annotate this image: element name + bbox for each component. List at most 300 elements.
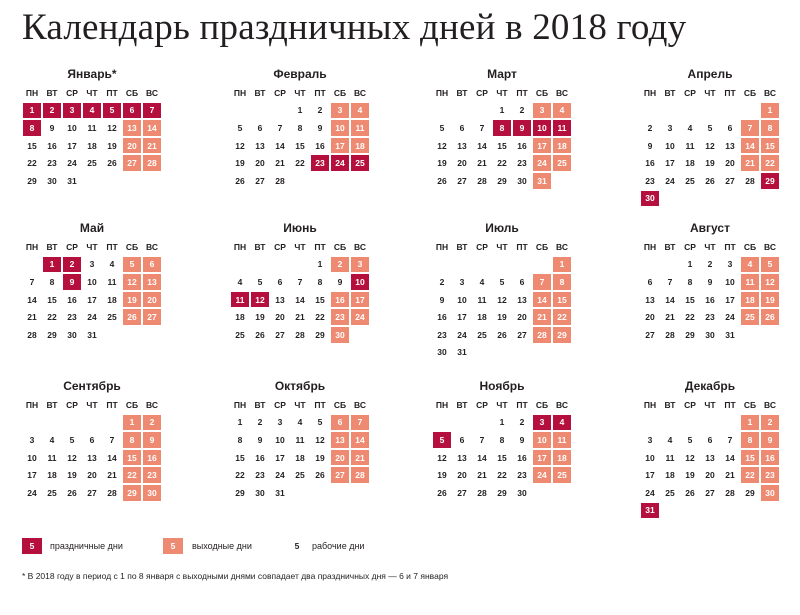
- day-cell: 27: [705, 487, 715, 498]
- off-day-cell: 8: [552, 273, 572, 291]
- day-cell: 20: [275, 312, 285, 323]
- weekday-header: ВС: [146, 241, 158, 252]
- day-cell: 17: [27, 470, 37, 481]
- day-cell: 14: [107, 452, 117, 463]
- holiday-day-cell: 31: [640, 502, 660, 520]
- day-cell: 30: [255, 487, 265, 498]
- month-name: Октябрь: [274, 379, 326, 393]
- empty-cell: [472, 102, 492, 120]
- holiday-day-cell: 1: [42, 256, 62, 274]
- day-cell: 21: [107, 470, 117, 481]
- weekday-header: СР: [274, 87, 286, 98]
- day-cell: 1: [317, 259, 323, 270]
- day-cell: 22: [235, 470, 245, 481]
- day-cell: 12: [107, 122, 117, 133]
- day-cell: 30: [437, 347, 447, 358]
- month-name: Сентябрь: [63, 379, 121, 393]
- weekday-header: ВТ: [664, 87, 676, 98]
- legend-holiday-swatch: 5: [22, 538, 42, 554]
- month-days-grid: [432, 238, 572, 361]
- day-cell: 8: [237, 434, 243, 445]
- holiday-day-cell: 5: [432, 431, 452, 449]
- day-cell: 20: [725, 158, 735, 169]
- legend-offday-swatch: 5: [163, 538, 183, 554]
- empty-cell: [720, 102, 740, 120]
- off-day-cell: 26: [760, 308, 780, 326]
- off-day-cell: 27: [142, 308, 162, 326]
- weekday-header: ПН: [25, 87, 39, 98]
- empty-cell: [720, 414, 740, 432]
- day-cell: 14: [295, 294, 305, 305]
- weekday-header: ПН: [435, 241, 449, 252]
- day-cell: 16: [705, 294, 715, 305]
- weekday-header: ВС: [764, 87, 776, 98]
- footnote: * В 2018 году в период с 1 по 8 января с выходными днями совпадает два праздничных дня — 6 и 7 января: [22, 571, 449, 581]
- off-day-cell: 28: [532, 326, 552, 344]
- day-cell: 4: [109, 259, 115, 270]
- day-cell: 24: [665, 175, 675, 186]
- day-cell: 1: [297, 105, 303, 116]
- empty-cell: [660, 256, 680, 274]
- off-day-cell: 8: [760, 119, 780, 137]
- day-cell: 15: [235, 452, 245, 463]
- off-day-cell: 18: [350, 137, 370, 155]
- day-cell: 6: [707, 434, 713, 445]
- empty-cell: [492, 256, 512, 274]
- legend-workday-label: рабочие дни: [312, 541, 365, 551]
- off-day-cell: 24: [350, 308, 370, 326]
- off-day-cell: 17: [330, 137, 350, 155]
- day-cell: 15: [685, 294, 695, 305]
- day-cell: 7: [297, 276, 303, 287]
- weekday-header: ВС: [354, 399, 366, 410]
- day-cell: 1: [237, 417, 243, 428]
- month-days-grid: [640, 238, 780, 344]
- day-cell: 19: [437, 158, 447, 169]
- day-cell: 31: [725, 329, 735, 340]
- day-cell: 26: [67, 487, 77, 498]
- weekday-header: ПТ: [106, 87, 118, 98]
- day-cell: 11: [47, 452, 57, 463]
- off-day-cell: 16: [330, 291, 350, 309]
- off-day-cell: 13: [142, 273, 162, 291]
- month-days-grid: [230, 84, 370, 190]
- day-cell: 24: [645, 487, 655, 498]
- empty-cell: [640, 102, 660, 120]
- off-day-cell: 4: [740, 256, 760, 274]
- day-cell: 22: [315, 312, 325, 323]
- day-cell: 25: [107, 312, 117, 323]
- off-day-cell: 9: [760, 431, 780, 449]
- day-cell: 19: [497, 312, 507, 323]
- day-cell: 17: [67, 140, 77, 151]
- day-cell: 19: [235, 158, 245, 169]
- day-cell: 18: [87, 140, 97, 151]
- off-day-cell: 28: [142, 154, 162, 172]
- month-name: Июль: [485, 221, 519, 235]
- day-cell: 7: [29, 276, 35, 287]
- day-cell: 13: [645, 294, 655, 305]
- off-day-cell: 9: [142, 431, 162, 449]
- day-cell: 18: [477, 312, 487, 323]
- holiday-day-cell: 12: [250, 291, 270, 309]
- day-cell: 20: [457, 158, 467, 169]
- off-day-cell: 16: [142, 449, 162, 467]
- off-day-cell: 14: [532, 291, 552, 309]
- day-cell: 13: [275, 294, 285, 305]
- weekday-header: ВС: [354, 87, 366, 98]
- off-day-cell: 15: [552, 291, 572, 309]
- holiday-day-cell: 1: [22, 102, 42, 120]
- day-cell: 5: [69, 434, 75, 445]
- day-cell: 29: [745, 487, 755, 498]
- holiday-day-cell: 25: [350, 154, 370, 172]
- off-day-cell: 16: [760, 449, 780, 467]
- off-day-cell: 24: [532, 154, 552, 172]
- day-cell: 25: [665, 487, 675, 498]
- day-cell: 27: [457, 487, 467, 498]
- day-cell: 3: [727, 259, 733, 270]
- holiday-day-cell: 29: [760, 172, 780, 190]
- holiday-day-cell: 10: [350, 273, 370, 291]
- weekday-header: ВС: [556, 87, 568, 98]
- weekday-header: ПТ: [314, 399, 326, 410]
- day-cell: 31: [275, 487, 285, 498]
- day-cell: 10: [27, 452, 37, 463]
- weekday-header: СБ: [125, 87, 139, 98]
- day-cell: 7: [667, 276, 673, 287]
- empty-cell: [640, 414, 660, 432]
- weekday-header: ПТ: [724, 87, 736, 98]
- holiday-day-cell: 9: [512, 119, 532, 137]
- day-cell: 21: [275, 158, 285, 169]
- day-cell: 23: [517, 470, 527, 481]
- day-cell: 1: [499, 417, 505, 428]
- day-cell: 11: [477, 294, 487, 305]
- holiday-day-cell: 8: [492, 119, 512, 137]
- day-cell: 20: [255, 158, 265, 169]
- day-cell: 25: [87, 158, 97, 169]
- day-cell: 6: [89, 434, 95, 445]
- day-cell: 5: [237, 122, 243, 133]
- weekday-header: ПН: [435, 399, 449, 410]
- day-cell: 12: [497, 294, 507, 305]
- month-days-grid: [230, 238, 370, 344]
- day-cell: 13: [725, 140, 735, 151]
- off-day-cell: 7: [532, 273, 552, 291]
- day-cell: 22: [47, 312, 57, 323]
- day-cell: 9: [337, 276, 343, 287]
- day-cell: 17: [725, 294, 735, 305]
- weekday-header: СБ: [743, 399, 757, 410]
- day-cell: 19: [705, 158, 715, 169]
- weekday-header: СБ: [743, 87, 757, 98]
- off-day-cell: 29: [552, 326, 572, 344]
- off-day-cell: 30: [760, 484, 780, 502]
- day-cell: 21: [725, 470, 735, 481]
- empty-cell: [42, 414, 62, 432]
- legend-offday-label: выходные дни: [192, 541, 252, 551]
- off-day-cell: 6: [330, 414, 350, 432]
- day-cell: 7: [277, 122, 283, 133]
- day-cell: 5: [499, 276, 505, 287]
- day-cell: 16: [315, 140, 325, 151]
- day-cell: 5: [687, 434, 693, 445]
- off-day-cell: 4: [350, 102, 370, 120]
- empty-cell: [512, 256, 532, 274]
- day-cell: 30: [47, 175, 57, 186]
- off-day-cell: 21: [532, 308, 552, 326]
- off-day-cell: 27: [330, 466, 350, 484]
- day-cell: 29: [235, 487, 245, 498]
- day-cell: 8: [687, 276, 693, 287]
- day-cell: 17: [645, 470, 655, 481]
- day-cell: 2: [257, 417, 263, 428]
- day-cell: 10: [67, 122, 77, 133]
- day-cell: 1: [499, 105, 505, 116]
- empty-cell: [472, 414, 492, 432]
- month-name: Август: [690, 221, 730, 235]
- off-day-cell: 17: [532, 137, 552, 155]
- off-day-cell: 28: [350, 466, 370, 484]
- day-cell: 9: [257, 434, 263, 445]
- day-cell: 18: [235, 312, 245, 323]
- day-cell: 20: [645, 312, 655, 323]
- day-cell: 27: [457, 175, 467, 186]
- day-cell: 29: [497, 487, 507, 498]
- day-cell: 6: [277, 276, 283, 287]
- off-day-cell: 7: [350, 414, 370, 432]
- day-cell: 19: [315, 452, 325, 463]
- day-cell: 8: [499, 434, 505, 445]
- day-cell: 22: [685, 312, 695, 323]
- holiday-day-cell: 11: [552, 119, 572, 137]
- empty-cell: [102, 414, 122, 432]
- empty-cell: [640, 256, 660, 274]
- day-cell: 20: [457, 470, 467, 481]
- day-cell: 21: [477, 158, 487, 169]
- day-cell: 30: [705, 329, 715, 340]
- month-name: Декабрь: [684, 379, 736, 393]
- day-cell: 11: [665, 452, 675, 463]
- holiday-day-cell: 4: [82, 102, 102, 120]
- weekday-header: СБ: [125, 399, 139, 410]
- day-cell: 21: [27, 312, 37, 323]
- day-cell: 18: [47, 470, 57, 481]
- day-cell: 10: [665, 140, 675, 151]
- day-cell: 23: [705, 312, 715, 323]
- month-days-grid: [230, 396, 370, 502]
- day-cell: 18: [665, 470, 675, 481]
- weekday-header: СР: [66, 87, 78, 98]
- weekday-header: СБ: [125, 241, 139, 252]
- day-cell: 26: [315, 470, 325, 481]
- holiday-day-cell: 6: [122, 102, 142, 120]
- day-cell: 4: [479, 276, 485, 287]
- empty-cell: [432, 102, 452, 120]
- day-cell: 23: [255, 470, 265, 481]
- weekday-header: ПН: [25, 399, 39, 410]
- day-cell: 14: [477, 452, 487, 463]
- day-cell: 9: [707, 276, 713, 287]
- off-day-cell: 14: [350, 431, 370, 449]
- day-cell: 28: [107, 487, 117, 498]
- off-day-cell: 29: [122, 484, 142, 502]
- weekday-header: ВТ: [254, 241, 266, 252]
- empty-cell: [660, 102, 680, 120]
- empty-cell: [472, 256, 492, 274]
- day-cell: 31: [87, 329, 97, 340]
- day-cell: 10: [725, 276, 735, 287]
- day-cell: 22: [27, 158, 37, 169]
- day-cell: 31: [457, 347, 467, 358]
- day-cell: 13: [87, 452, 97, 463]
- weekday-header: ЧТ: [294, 87, 306, 98]
- day-cell: 30: [517, 487, 527, 498]
- off-day-cell: 15: [122, 449, 142, 467]
- holiday-day-cell: 23: [310, 154, 330, 172]
- weekday-header: ПН: [25, 241, 39, 252]
- day-cell: 17: [665, 158, 675, 169]
- day-cell: 5: [257, 276, 263, 287]
- weekday-header: СР: [66, 241, 78, 252]
- off-day-cell: 13: [330, 431, 350, 449]
- weekday-header: ВС: [146, 87, 158, 98]
- weekday-header: ПТ: [516, 399, 528, 410]
- off-day-cell: 6: [142, 256, 162, 274]
- day-cell: 16: [67, 294, 77, 305]
- empty-cell: [700, 102, 720, 120]
- day-cell: 29: [685, 329, 695, 340]
- day-cell: 26: [235, 175, 245, 186]
- off-day-cell: 23: [330, 308, 350, 326]
- off-day-cell: 22: [760, 154, 780, 172]
- empty-cell: [680, 414, 700, 432]
- weekday-header: ПН: [643, 241, 657, 252]
- day-cell: 27: [87, 487, 97, 498]
- day-cell: 4: [297, 417, 303, 428]
- day-cell: 15: [27, 140, 37, 151]
- day-cell: 27: [645, 329, 655, 340]
- day-cell: 24: [725, 312, 735, 323]
- day-cell: 15: [47, 294, 57, 305]
- day-cell: 24: [67, 158, 77, 169]
- off-day-cell: 10: [532, 431, 552, 449]
- day-cell: 16: [645, 158, 655, 169]
- weekday-header: ПН: [233, 87, 247, 98]
- day-cell: 8: [49, 276, 55, 287]
- empty-cell: [270, 256, 290, 274]
- off-day-cell: 23: [760, 466, 780, 484]
- weekday-header: ЧТ: [496, 241, 508, 252]
- day-cell: 5: [707, 122, 713, 133]
- legend-holiday-label: праздничные дни: [50, 541, 123, 551]
- holiday-day-cell: 5: [102, 102, 122, 120]
- weekday-header: ПН: [233, 241, 247, 252]
- off-day-cell: 25: [740, 308, 760, 326]
- day-cell: 11: [107, 276, 117, 287]
- day-cell: 8: [317, 276, 323, 287]
- day-cell: 15: [497, 452, 507, 463]
- off-day-cell: 21: [142, 137, 162, 155]
- day-cell: 26: [255, 329, 265, 340]
- off-day-cell: 1: [740, 414, 760, 432]
- day-cell: 24: [87, 312, 97, 323]
- holiday-day-cell: 3: [532, 414, 552, 432]
- holiday-day-cell: 10: [532, 119, 552, 137]
- weekday-header: ВТ: [664, 241, 676, 252]
- day-cell: 4: [237, 276, 243, 287]
- weekday-header: СБ: [333, 241, 347, 252]
- day-cell: 25: [47, 487, 57, 498]
- day-cell: 2: [647, 122, 653, 133]
- day-cell: 3: [667, 122, 673, 133]
- day-cell: 2: [439, 276, 445, 287]
- day-cell: 15: [315, 294, 325, 305]
- month-days-grid: [22, 238, 162, 344]
- off-day-cell: 1: [122, 414, 142, 432]
- day-cell: 17: [457, 312, 467, 323]
- day-cell: 14: [275, 140, 285, 151]
- off-day-cell: 15: [740, 449, 760, 467]
- off-day-cell: 15: [760, 137, 780, 155]
- weekday-header: ПТ: [314, 87, 326, 98]
- day-cell: 28: [745, 175, 755, 186]
- day-cell: 28: [27, 329, 37, 340]
- day-cell: 14: [27, 294, 37, 305]
- off-day-cell: 22: [122, 466, 142, 484]
- off-day-cell: 3: [330, 102, 350, 120]
- month-name: Январь*: [67, 67, 117, 81]
- off-day-cell: 20: [142, 291, 162, 309]
- day-cell: 13: [457, 140, 467, 151]
- day-cell: 3: [89, 259, 95, 270]
- weekday-header: ВС: [764, 241, 776, 252]
- day-cell: 29: [47, 329, 57, 340]
- day-cell: 6: [459, 434, 465, 445]
- empty-cell: [62, 414, 82, 432]
- day-cell: 7: [109, 434, 115, 445]
- legend-workday-swatch: 5: [287, 538, 307, 554]
- weekday-header: ВТ: [664, 399, 676, 410]
- weekday-header: СБ: [535, 87, 549, 98]
- day-cell: 19: [685, 470, 695, 481]
- weekday-header: СР: [684, 399, 696, 410]
- day-cell: 26: [497, 329, 507, 340]
- weekday-header: ВС: [556, 241, 568, 252]
- off-day-cell: 18: [740, 291, 760, 309]
- day-cell: 16: [47, 140, 57, 151]
- empty-cell: [660, 414, 680, 432]
- off-day-cell: 26: [122, 308, 142, 326]
- weekday-header: ВТ: [456, 241, 468, 252]
- weekday-header: ПН: [233, 399, 247, 410]
- day-cell: 12: [705, 140, 715, 151]
- empty-cell: [82, 414, 102, 432]
- off-day-cell: 12: [760, 273, 780, 291]
- day-cell: 14: [477, 140, 487, 151]
- month-days-grid: [432, 396, 572, 502]
- day-cell: 13: [457, 452, 467, 463]
- day-cell: 10: [645, 452, 655, 463]
- day-cell: 21: [295, 312, 305, 323]
- off-day-cell: 11: [350, 119, 370, 137]
- weekday-header: ПН: [435, 87, 449, 98]
- empty-cell: [700, 414, 720, 432]
- weekday-header: ЧТ: [86, 87, 98, 98]
- page-title: Календарь праздничных дней в 2018 году: [22, 7, 687, 48]
- off-day-cell: 22: [552, 308, 572, 326]
